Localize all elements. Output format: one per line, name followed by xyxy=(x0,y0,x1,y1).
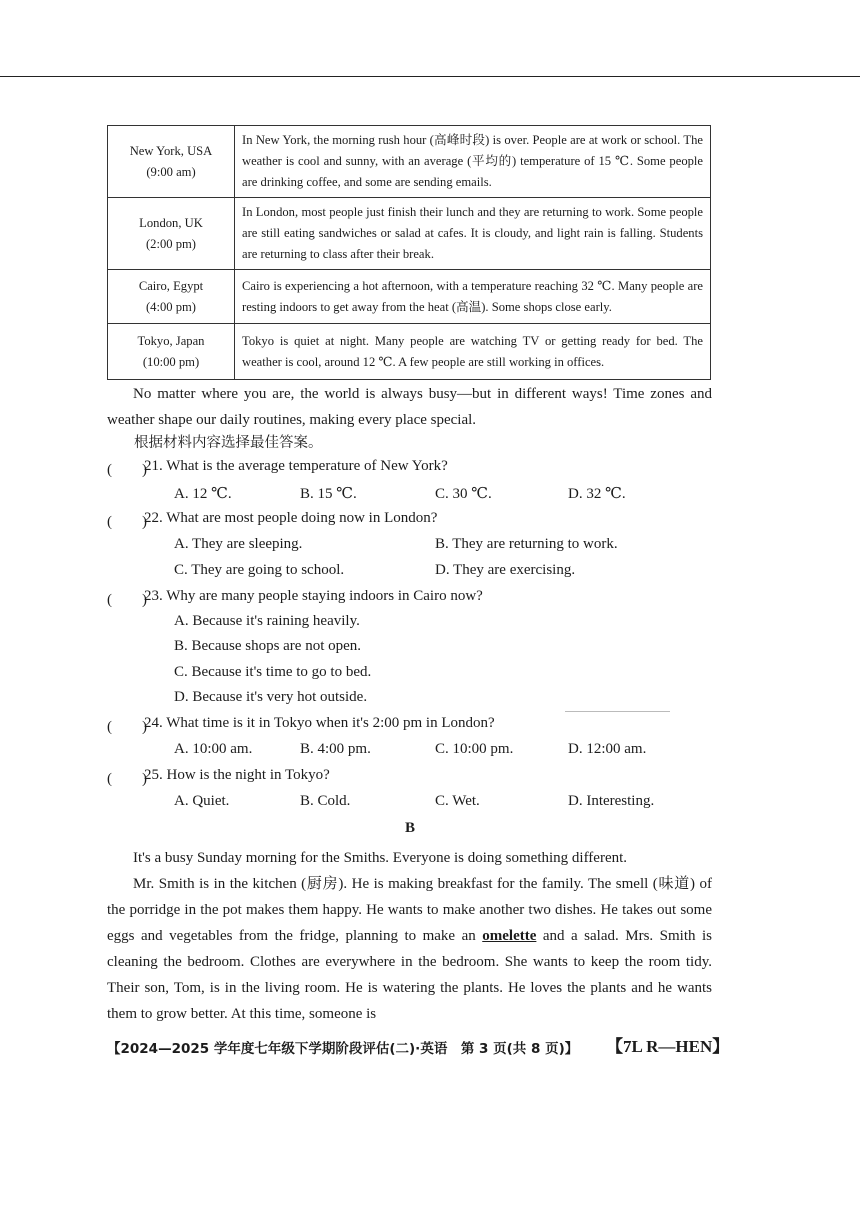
option-d: D. Interesting. xyxy=(568,793,655,809)
option-b: B. 4:00 pm. xyxy=(300,741,371,757)
option-d: D. Because it's very hot outside. xyxy=(174,689,368,705)
answer-blank[interactable]: ( ) xyxy=(107,771,147,787)
table-row xyxy=(108,126,711,198)
description-cell: In New York, the morning rush hour (高峰时段) is over. People are at work or school. The weather is cool and sunny, with an average (平均的) temperature of 15 ℃. Some people are drinking coffee, and some are sending emails. xyxy=(235,126,711,198)
city-cell: Cairo, Egypt (4:00 pm) xyxy=(108,270,235,324)
question-text: 25. How is the night in Tokyo? xyxy=(144,767,330,783)
city-cell: New York, USA (9:00 am) xyxy=(108,126,235,198)
answer-blank[interactable]: ( ) xyxy=(107,592,147,608)
option-a: A. They are sleeping. xyxy=(174,536,303,552)
description-cell: In London, most people just finish their lunch and they are returning to work. Some people are still eating sandwiches or salad at cafes. It is cloudy, and light rain is falling. Students are returning to class after their break. xyxy=(235,198,711,270)
answer-blank[interactable]: ( ) xyxy=(107,514,147,530)
option-c: C. Because it's time to go to bed. xyxy=(174,664,372,680)
description-cell: Cairo is experiencing a hot afternoon, with a temperature reaching 32 ℃. Many people are resting indoors to get away from the heat (高温). Some shops close early. xyxy=(235,270,711,324)
option-c: C. 30 ℃. xyxy=(435,486,492,502)
keyword-omelette: omelette xyxy=(482,928,537,944)
top-rule xyxy=(0,76,860,77)
option-b: B. They are returning to work. xyxy=(435,536,618,552)
answer-blank[interactable]: ( ) xyxy=(107,462,147,478)
option-c: C. They are going to school. xyxy=(174,562,345,578)
option-c: C. Wet. xyxy=(435,793,480,809)
conclusion-paragraph: No matter where you are, the world is always busy—but in different ways! Time zones and weather shape our daily routines, making every place special. xyxy=(107,386,712,428)
exam-code: 【7L R—HEN】 xyxy=(606,1037,730,1056)
option-a: A. Because it's raining heavily. xyxy=(174,613,360,629)
option-d: D. 32 ℃. xyxy=(568,486,626,502)
question-text: 23. Why are many people staying indoors in Cairo now? xyxy=(144,588,483,604)
option-b: B. Cold. xyxy=(300,793,351,809)
option-d: D. They are exercising. xyxy=(435,562,576,578)
table-row xyxy=(108,270,711,324)
section-b-title: B xyxy=(405,820,416,836)
city-cell: Tokyo, Japan (10:00 pm) xyxy=(108,324,235,380)
page-footer: 【2024—2025 学年度七年级下学期阶段评估(二)·英语 第 3 页(共 8 页)】 xyxy=(107,1041,579,1057)
passage-b-body: Mr. Smith is in the kitchen (厨房). He is making breakfast for the family. The smell (味道) of the porridge in the pot makes them happy. He wants to make another two dishes. He takes out some eggs and vegetables from the fridge, planning to make an omelette and a salad. Mrs. Smith is cleaning the bedroom. Clothes are everywhere in the bedroom. She wants to keep the room tidy. Their son, Tom, is in the living room. He is watering the plants. He loves the plants and he wants them to grow better. At this time, someone is xyxy=(107,876,713,1022)
table-row xyxy=(108,324,711,380)
instruction: 根据材料内容选择最佳答案。 xyxy=(134,435,323,451)
time-zone-table xyxy=(107,125,711,380)
faint-mark xyxy=(565,711,670,712)
option-b: B. Because shops are not open. xyxy=(174,638,362,654)
answer-blank[interactable]: ( ) xyxy=(107,719,147,735)
option-d: D. 12:00 am. xyxy=(568,741,647,757)
option-a: A. 12 ℃. xyxy=(174,486,232,502)
question-text: 24. What time is it in Tokyo when it's 2:00 pm in London? xyxy=(144,715,495,731)
table-row xyxy=(108,198,711,270)
option-c: C. 10:00 pm. xyxy=(435,741,514,757)
description-cell: Tokyo is quiet at night. Many people are watching TV or getting ready for bed. The weather is cool, around 12 ℃. A few people are still working in offices. xyxy=(235,324,711,380)
option-b: B. 15 ℃. xyxy=(300,486,357,502)
option-a: A. 10:00 am. xyxy=(174,741,253,757)
option-a: A. Quiet. xyxy=(174,793,230,809)
passage-b-intro: It's a busy Sunday morning for the Smiths. Everyone is doing something different. xyxy=(133,850,628,866)
question-text: 21. What is the average temperature of New York? xyxy=(144,458,448,474)
city-cell: London, UK (2:00 pm) xyxy=(108,198,235,270)
question-text: 22. What are most people doing now in London? xyxy=(144,510,438,526)
